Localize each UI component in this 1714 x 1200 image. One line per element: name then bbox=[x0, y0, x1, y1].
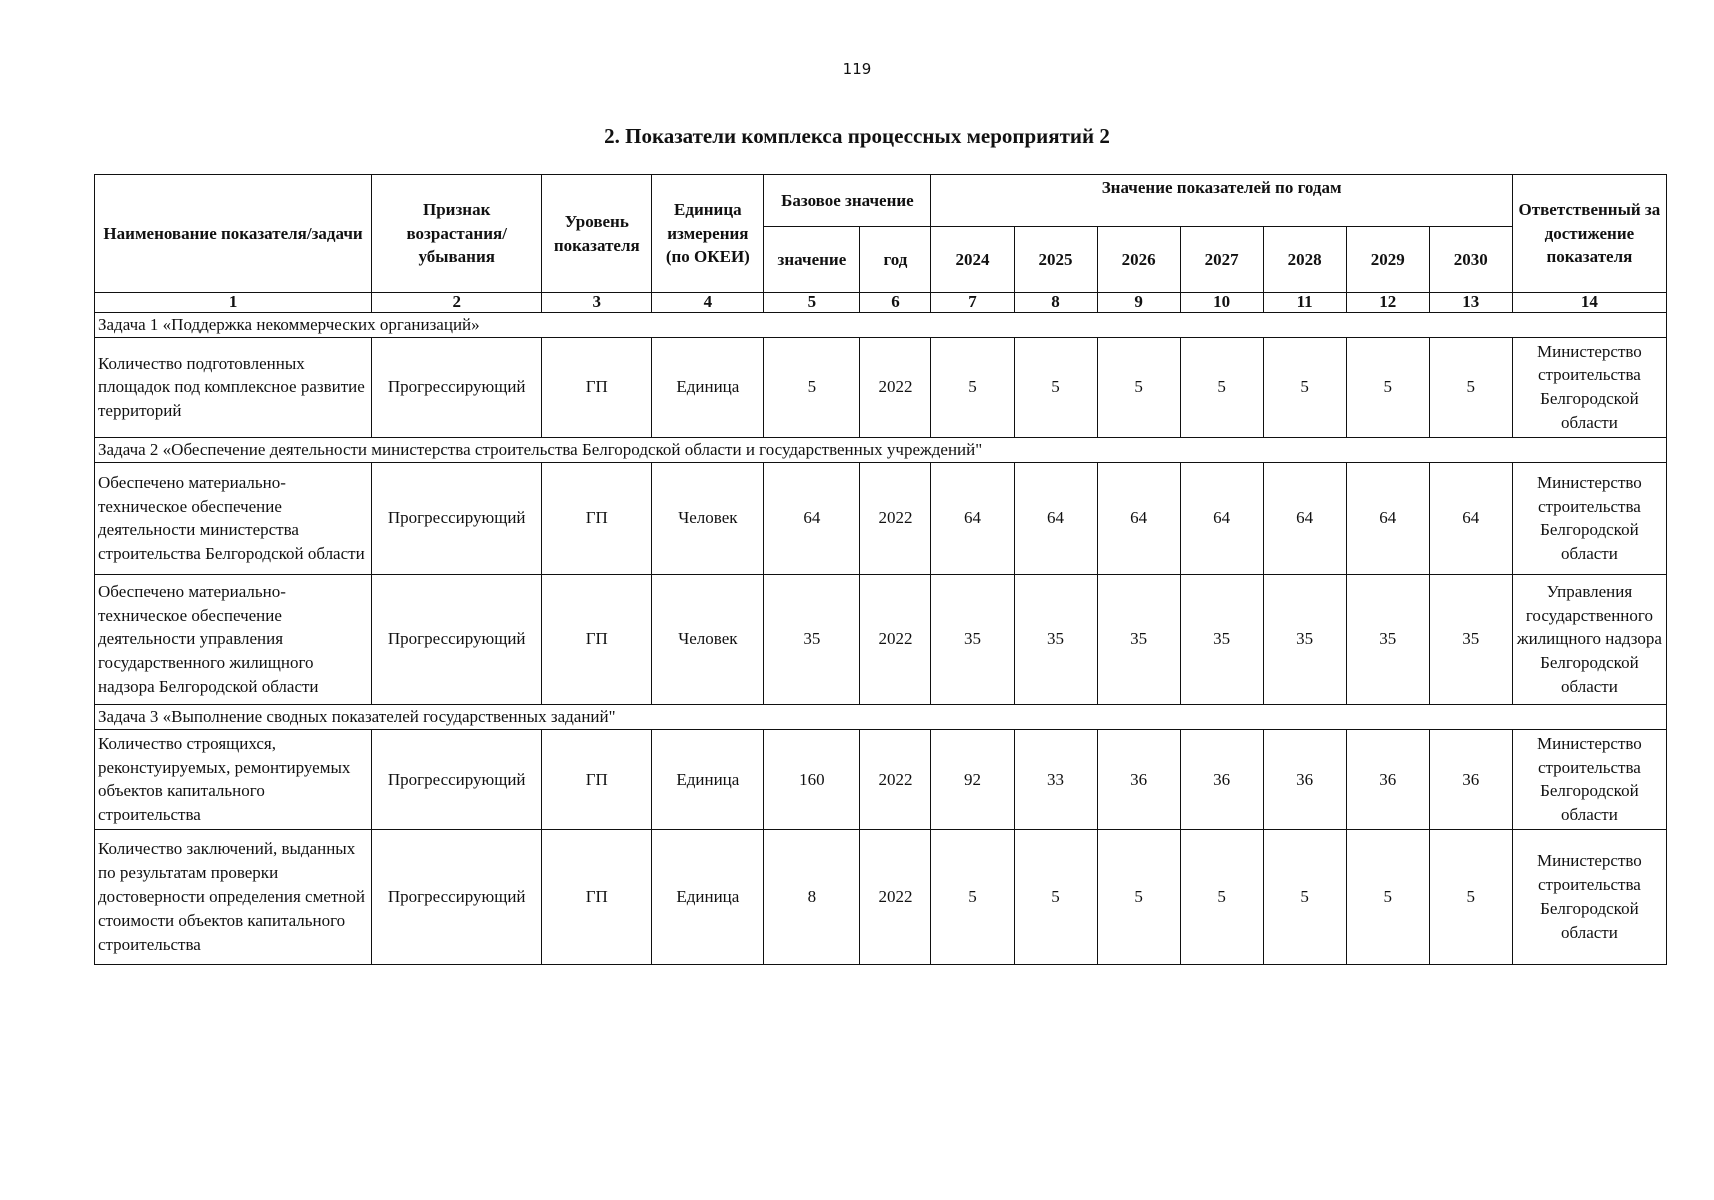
task-title: Задача 1 «Поддержка некоммерческих организаций» bbox=[95, 312, 1667, 337]
column-number: 5 bbox=[764, 293, 860, 313]
header-responsible: Ответственный за достижение показателя bbox=[1512, 175, 1666, 293]
indicator-sign: Прогрессирующий bbox=[372, 829, 542, 964]
indicator-responsible: Министерство строительства Белгородской области bbox=[1512, 729, 1666, 829]
header-base-year: год bbox=[860, 227, 931, 293]
indicator-year-value: 33 bbox=[1014, 729, 1097, 829]
indicator-year-value: 5 bbox=[931, 337, 1014, 437]
indicator-unit: Человек bbox=[652, 462, 764, 574]
header-year: 2026 bbox=[1097, 227, 1180, 293]
indicator-year-value: 5 bbox=[1180, 337, 1263, 437]
indicator-level: ГП bbox=[542, 574, 652, 704]
indicator-row bbox=[95, 574, 1667, 704]
column-numbers-row bbox=[95, 293, 1667, 313]
indicator-year-value: 64 bbox=[1429, 462, 1512, 574]
task-row bbox=[95, 437, 1667, 462]
indicator-year-value: 5 bbox=[1346, 829, 1429, 964]
indicator-base-year: 2022 bbox=[860, 829, 931, 964]
task-title: Задача 3 «Выполнение сводных показателей государственных заданий" bbox=[95, 704, 1667, 729]
table-body bbox=[95, 293, 1667, 965]
indicator-base-year: 2022 bbox=[860, 574, 931, 704]
indicator-row bbox=[95, 462, 1667, 574]
indicator-responsible: Управления государственного жилищного надзора Белгородской области bbox=[1512, 574, 1666, 704]
indicator-base-year: 2022 bbox=[860, 337, 931, 437]
indicator-sign: Прогрессирующий bbox=[372, 729, 542, 829]
indicator-year-value: 64 bbox=[1263, 462, 1346, 574]
column-number: 11 bbox=[1263, 293, 1346, 313]
indicator-unit: Единица bbox=[652, 829, 764, 964]
header-level: Уровень показателя bbox=[542, 175, 652, 293]
indicator-name: Количество подготовленных площадок под комплексное развитие территорий bbox=[95, 337, 372, 437]
header-base-value: значение bbox=[764, 227, 860, 293]
indicator-year-value: 92 bbox=[931, 729, 1014, 829]
indicator-name: Количество строящихся, реконстуируемых, ремонтируемых объектов капитального строительства bbox=[95, 729, 372, 829]
header-sign: Признак возрастания/ убывания bbox=[372, 175, 542, 293]
indicator-level: ГП bbox=[542, 337, 652, 437]
indicator-year-value: 5 bbox=[931, 829, 1014, 964]
indicator-responsible: Министерство строительства Белгородской области bbox=[1512, 462, 1666, 574]
column-number: 9 bbox=[1097, 293, 1180, 313]
column-number: 7 bbox=[931, 293, 1014, 313]
indicator-year-value: 36 bbox=[1180, 729, 1263, 829]
indicator-level: ГП bbox=[542, 462, 652, 574]
header-year: 2029 bbox=[1346, 227, 1429, 293]
indicator-unit: Человек bbox=[652, 574, 764, 704]
indicator-base-year: 2022 bbox=[860, 729, 931, 829]
indicator-year-value: 5 bbox=[1097, 829, 1180, 964]
header-base: Базовое значение bbox=[764, 175, 931, 227]
indicator-year-value: 35 bbox=[1097, 574, 1180, 704]
indicator-year-value: 35 bbox=[931, 574, 1014, 704]
task-row bbox=[95, 312, 1667, 337]
indicator-unit: Единица bbox=[652, 337, 764, 437]
indicator-year-value: 5 bbox=[1014, 829, 1097, 964]
indicator-sign: Прогрессирующий bbox=[372, 337, 542, 437]
indicator-year-value: 5 bbox=[1429, 829, 1512, 964]
indicator-year-value: 64 bbox=[1346, 462, 1429, 574]
header-years-group: Значение показателей по годам bbox=[931, 175, 1512, 227]
indicator-year-value: 36 bbox=[1097, 729, 1180, 829]
task-title: Задача 2 «Обеспечение деятельности министерства строительства Белгородской области и государственных учреждений" bbox=[95, 437, 1667, 462]
indicator-base-value: 64 bbox=[764, 462, 860, 574]
indicator-year-value: 64 bbox=[931, 462, 1014, 574]
header-year: 2025 bbox=[1014, 227, 1097, 293]
indicator-year-value: 35 bbox=[1014, 574, 1097, 704]
indicator-base-value: 5 bbox=[764, 337, 860, 437]
indicator-level: ГП bbox=[542, 829, 652, 964]
indicator-year-value: 35 bbox=[1263, 574, 1346, 704]
indicators-table bbox=[94, 174, 1667, 965]
indicator-responsible: Министерство строительства Белгородской области bbox=[1512, 829, 1666, 964]
indicator-year-value: 5 bbox=[1263, 829, 1346, 964]
indicator-base-year: 2022 bbox=[860, 462, 931, 574]
indicator-base-value: 8 bbox=[764, 829, 860, 964]
column-number: 4 bbox=[652, 293, 764, 313]
indicator-year-value: 64 bbox=[1180, 462, 1263, 574]
header-year: 2024 bbox=[931, 227, 1014, 293]
indicator-year-value: 64 bbox=[1097, 462, 1180, 574]
indicator-year-value: 35 bbox=[1346, 574, 1429, 704]
column-number: 14 bbox=[1512, 293, 1666, 313]
column-number: 1 bbox=[95, 293, 372, 313]
indicator-base-value: 160 bbox=[764, 729, 860, 829]
column-number: 2 bbox=[372, 293, 542, 313]
indicator-sign: Прогрессирующий bbox=[372, 574, 542, 704]
indicator-year-value: 35 bbox=[1180, 574, 1263, 704]
indicator-base-value: 35 bbox=[764, 574, 860, 704]
indicator-year-value: 5 bbox=[1346, 337, 1429, 437]
indicator-unit: Единица bbox=[652, 729, 764, 829]
column-number: 8 bbox=[1014, 293, 1097, 313]
header-name: Наименование показателя/задачи bbox=[95, 175, 372, 293]
indicator-responsible: Министерство строительства Белгородской области bbox=[1512, 337, 1666, 437]
page-number: 119 bbox=[842, 60, 872, 78]
column-number: 10 bbox=[1180, 293, 1263, 313]
indicator-level: ГП bbox=[542, 729, 652, 829]
task-row bbox=[95, 704, 1667, 729]
column-number: 6 bbox=[860, 293, 931, 313]
page-title: 2. Показатели комплекса процессных мероприятий 2 bbox=[604, 124, 1110, 148]
indicator-name: Количество заключений, выданных по результатам проверки достоверности определения сметной стоимости объектов капитального строительства bbox=[95, 829, 372, 964]
indicator-row bbox=[95, 829, 1667, 964]
column-number: 3 bbox=[542, 293, 652, 313]
indicator-name: Обеспечено материально-техническое обеспечение деятельности управления государственного жилищного надзора Белгородской области bbox=[95, 574, 372, 704]
indicator-year-value: 36 bbox=[1263, 729, 1346, 829]
column-number: 13 bbox=[1429, 293, 1512, 313]
indicator-row bbox=[95, 337, 1667, 437]
header-unit: Единица измерения (по ОКЕИ) bbox=[652, 175, 764, 293]
indicator-year-value: 5 bbox=[1429, 337, 1512, 437]
indicator-year-value: 64 bbox=[1014, 462, 1097, 574]
indicator-year-value: 36 bbox=[1346, 729, 1429, 829]
header-year: 2030 bbox=[1429, 227, 1512, 293]
header-year: 2028 bbox=[1263, 227, 1346, 293]
header-year: 2027 bbox=[1180, 227, 1263, 293]
indicator-sign: Прогрессирующий bbox=[372, 462, 542, 574]
indicator-year-value: 5 bbox=[1263, 337, 1346, 437]
indicator-year-value: 35 bbox=[1429, 574, 1512, 704]
indicator-year-value: 5 bbox=[1180, 829, 1263, 964]
column-number: 12 bbox=[1346, 293, 1429, 313]
indicator-row bbox=[95, 729, 1667, 829]
indicator-year-value: 36 bbox=[1429, 729, 1512, 829]
indicator-name: Обеспечено материально-техническое обеспечение деятельности министерства строительства Белгородской области bbox=[95, 462, 372, 574]
indicator-year-value: 5 bbox=[1097, 337, 1180, 437]
indicator-year-value: 5 bbox=[1014, 337, 1097, 437]
